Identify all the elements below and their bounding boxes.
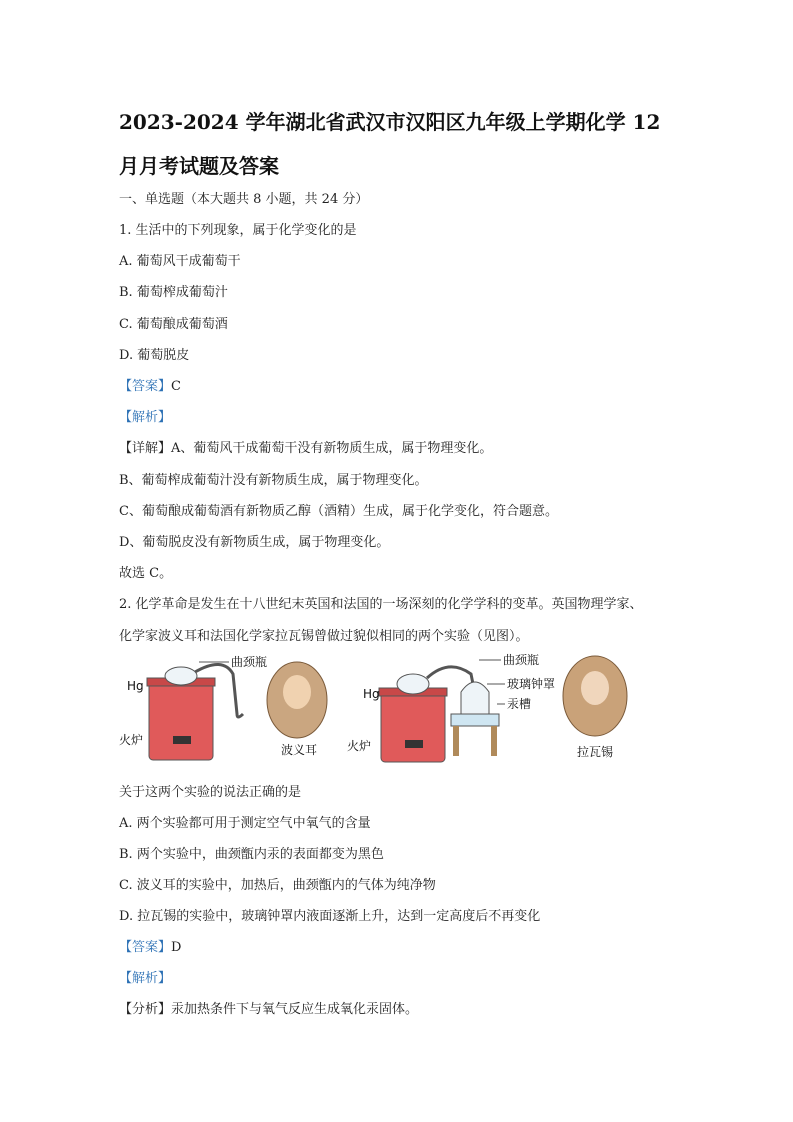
furnace-right [381,690,445,762]
answer-tag: 【答案】 [119,379,172,394]
furnace-label-left: 火炉 [119,733,144,747]
q1-detail-a [119,437,492,456]
title-line-2: 月月考试题及答案 [119,154,279,178]
q1-analysis-tag [119,406,171,425]
q2-option-d: D. 拉瓦锡的实验中，玻璃钟罩内液面逐渐上升，达到一定高度后不再变化 [119,909,541,924]
q1-option-b: B. 葡萄榨成葡萄汁 [119,285,228,300]
q2-option-a: A. 两个实验都可用于测定空气中氧气的含量 [119,816,371,831]
detail-a-text: A、葡萄风干成葡萄干没有新物质生成，属于物理变化。 [171,441,493,456]
analysis-tag: 【解析】 [119,410,172,425]
q2-fenxi [119,998,418,1017]
mercury-trough [451,714,499,726]
q2-option-b: B. 两个实验中，曲颈甑内汞的表面都变为黑色 [119,847,384,862]
q1-answer [119,375,181,394]
q1-option-d: D. 葡萄脱皮 [119,348,190,363]
section-heading: 一、单选题（本大题共 8 小题，共 24 分） [119,192,369,207]
fenxi-tag: 【分析】 [119,1002,172,1017]
q1-stem: 1. 生活中的下列现象，属于化学变化的是 [119,223,357,238]
furnace-label-right: 火炉 [347,739,372,753]
answer-value: C [171,379,181,394]
detail-tag: 【详解】 [119,441,172,456]
hg-label-right: Hg [363,687,380,701]
retort-right [397,674,429,694]
flask-label-right: 曲颈瓶 [503,653,540,667]
q2-analysis-tag [119,967,171,986]
answer-tag: 【答案】 [119,940,172,955]
trough-label: 汞槽 [507,697,532,711]
flask-label-left: 曲颈瓶 [231,655,268,669]
analysis-tag: 【解析】 [119,971,172,986]
furnace-left [149,680,213,760]
q1-option-c: C. 葡萄酿成葡萄酒 [119,317,228,332]
answer-value: D [171,940,182,955]
page-title [119,100,689,188]
q1-detail-d: D、葡萄脱皮没有新物质生成，属于物理变化。 [119,535,390,550]
q2-stem-line-2: 化学家波义耳和法国化学家拉瓦锡曾做过貌似相同的两个实验（见图）。 [119,629,529,644]
hg-label-left: Hg [127,679,144,693]
q1-option-a: A. 葡萄风干成葡萄干 [119,254,241,269]
lavoisier-apparatus [347,652,627,762]
lavoisier-name: 拉瓦锡 [577,745,614,759]
q1-detail-b: B、葡萄榨成葡萄汁没有新物质生成，属于物理变化。 [119,473,428,488]
q2-prompt: 关于这两个实验的说法正确的是 [119,785,302,800]
q1-conclusion: 故选 C。 [119,566,173,581]
q1-detail-c: C、葡萄酿成葡萄酒有新物质乙醇（酒精）生成，属于化学变化，符合题意。 [119,504,558,519]
q2-stem-line-1: 2. 化学革命是发生在十八世纪末英国和法国的一场深刻的化学学科的变革。英国物理学家、 [119,597,643,612]
bell-jar-label: 玻璃钟罩 [507,677,556,691]
q2-option-c: C. 波义耳的实验中，加热后，曲颈甑内的气体为纯净物 [119,878,436,893]
boyle-apparatus [119,654,327,760]
title-line-1: 2023-2024 学年湖北省武汉市汉阳区九年级上学期化学 12 [119,110,661,134]
retort-left [165,667,197,685]
experiment-figure [119,652,679,764]
boyle-name: 波义耳 [281,743,318,757]
q2-answer [119,936,181,955]
fenxi-text: 汞加热条件下与氧气反应生成氧化汞固体。 [171,1002,419,1017]
